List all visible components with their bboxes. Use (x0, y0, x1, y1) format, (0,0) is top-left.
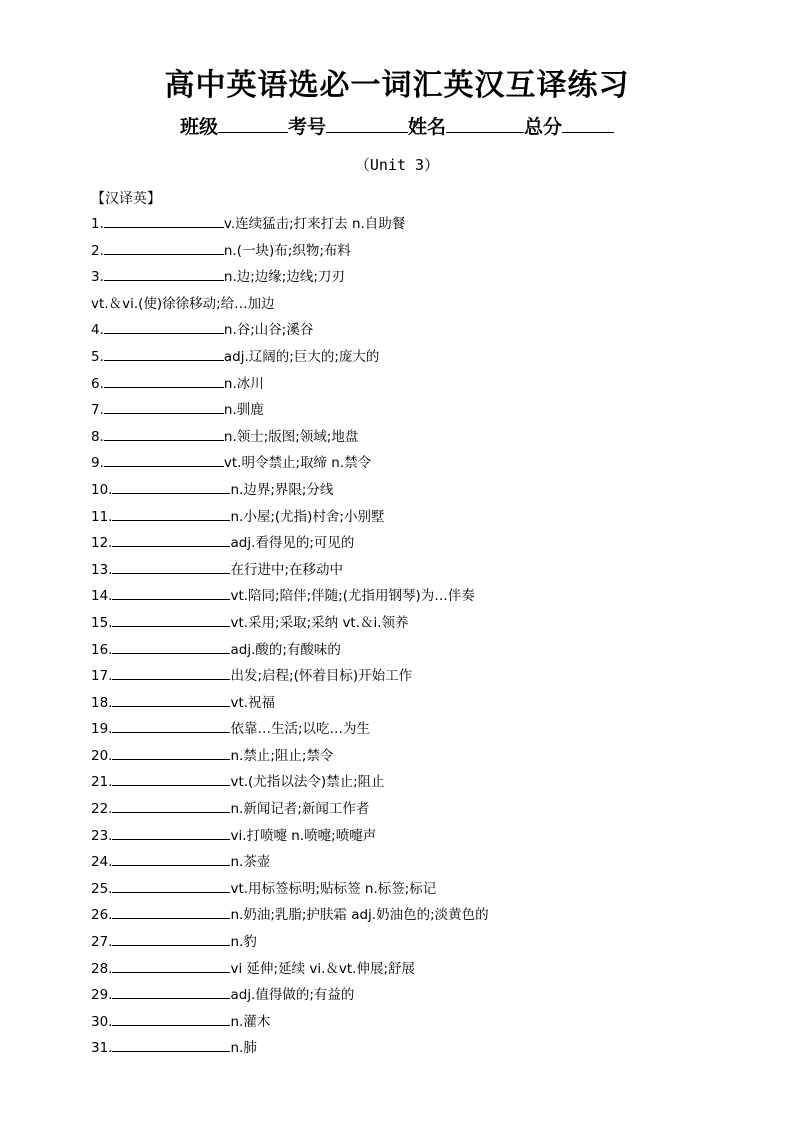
answer-blank[interactable] (112, 1037, 230, 1052)
item-number: 31. (91, 1040, 113, 1057)
exercise-item (91, 610, 781, 637)
exercise-item (91, 1035, 781, 1062)
exam-number-label: 考号 (287, 116, 326, 138)
exercise-item (91, 238, 781, 265)
item-number: 23. (91, 827, 113, 844)
item-definition: v.连续猛击;打来打去 n.自助餐 (223, 216, 406, 232)
answer-blank[interactable] (104, 319, 224, 334)
answer-blank[interactable] (112, 559, 230, 574)
item-definition: vt.用标签标明;贴标签 n.标签;标记 (230, 880, 437, 897)
answer-blank[interactable] (112, 1011, 230, 1026)
exercise-item (91, 956, 781, 983)
answer-blank[interactable] (104, 266, 224, 281)
answer-blank[interactable] (112, 506, 230, 521)
exercise-item (91, 397, 781, 424)
exercise-item (91, 876, 781, 903)
item-number: 7. (91, 402, 104, 419)
item-definition: n.边界;界限;分线 (230, 481, 334, 498)
class-label: 班级 (179, 116, 218, 138)
exercise-item (91, 743, 781, 770)
exercise-item (91, 929, 781, 956)
item-definition-continued: vt.＆vi.(使)徐徐移动;给…加边 (91, 295, 275, 312)
item-number: 12. (91, 535, 113, 552)
section-heading: 【汉译英】 (91, 191, 161, 207)
item-number: 28. (91, 960, 113, 977)
item-number: 15. (91, 614, 113, 631)
answer-blank[interactable] (104, 373, 224, 388)
item-number: 11. (91, 508, 113, 525)
exercise-item (91, 902, 781, 929)
item-number: 10. (91, 481, 113, 498)
item-number: 9. (91, 455, 104, 472)
item-number: 21. (91, 774, 113, 791)
item-number: 25. (91, 880, 113, 897)
item-number: 5. (91, 348, 104, 365)
item-number: 22. (91, 801, 113, 818)
item-definition: vt.祝福 (230, 694, 276, 711)
student-info-line (0, 112, 794, 139)
item-number: 29. (91, 987, 113, 1004)
item-definition: 出发;启程;(怀着目标)开始工作 (230, 668, 413, 685)
item-number: 8. (91, 428, 104, 445)
answer-blank[interactable] (104, 452, 224, 467)
exercise-item (91, 663, 781, 690)
item-definition: adj.酸的;有酸味的 (230, 641, 341, 658)
item-number: 3. (91, 269, 104, 286)
answer-blank[interactable] (104, 399, 224, 414)
item-number: 1. (91, 216, 104, 232)
item-definition: vt.(尤指以法令)禁止;阻止 (230, 774, 385, 791)
item-definition: vt.采用;采取;采纳 vt.＆i.领养 (230, 614, 409, 631)
item-definition: adj.辽阔的;巨大的;庞大的 (223, 348, 380, 365)
item-number: 24. (91, 854, 113, 871)
exercise-item (91, 769, 781, 796)
item-number: 18. (91, 694, 113, 711)
item-definition: n.冰川 (223, 375, 264, 392)
answer-blank[interactable] (112, 479, 230, 494)
item-definition: n.茶壶 (230, 854, 271, 871)
answer-blank[interactable] (112, 904, 230, 919)
exercise-item (91, 716, 781, 743)
exercise-item (91, 823, 781, 850)
item-definition: 依靠…生活;以吃…为生 (230, 721, 371, 738)
exercise-item (91, 450, 781, 477)
exercise-item (91, 371, 781, 398)
exercise-item (91, 637, 781, 664)
name-label: 姓名 (408, 116, 447, 138)
answer-blank[interactable] (104, 426, 224, 441)
exercise-item (91, 982, 781, 1009)
unit-heading: （Unit 3） (354, 156, 440, 174)
answer-blank[interactable] (112, 931, 230, 946)
answer-blank[interactable] (112, 612, 230, 627)
exercise-item (91, 504, 781, 531)
item-definition: n.谷;山谷;溪谷 (223, 322, 314, 339)
exercise-item (91, 344, 781, 371)
exam-number-blank[interactable] (326, 114, 408, 133)
item-number: 4. (91, 322, 104, 339)
item-definition: n.新闻记者;新闻工作者 (230, 801, 370, 818)
exercise-item (91, 690, 781, 717)
exercise-item (91, 477, 781, 504)
score-label: 总分 (524, 116, 563, 138)
name-blank[interactable] (446, 114, 524, 133)
answer-blank[interactable] (112, 639, 230, 654)
item-number: 20. (91, 747, 113, 764)
item-definition: n.驯鹿 (223, 402, 264, 419)
answer-blank[interactable] (112, 532, 230, 547)
item-definition: n.灌木 (230, 1013, 271, 1030)
item-definition: n.奶油;乳脂;护肤霜 adj.奶油色的;淡黄色的 (230, 907, 489, 924)
answer-blank[interactable] (104, 346, 224, 361)
exercise-list (91, 211, 781, 1062)
page-title: 高中英语选必一词汇英汉互译练习 (164, 68, 630, 103)
item-number: 26. (91, 907, 113, 924)
exercise-item (91, 557, 781, 584)
item-number: 6. (91, 375, 104, 392)
answer-blank[interactable] (112, 718, 230, 733)
exercise-item (91, 264, 781, 291)
answer-blank[interactable] (112, 851, 230, 866)
answer-blank[interactable] (112, 665, 230, 680)
class-blank[interactable] (218, 114, 288, 133)
item-definition: n.豹 (230, 934, 257, 951)
item-definition: vt.陪同;陪伴;伴随;(尤指用钢琴)为…伴奏 (230, 588, 475, 605)
item-number: 30. (91, 1013, 113, 1030)
item-definition: n.禁止;阻止;禁令 (230, 747, 334, 764)
exercise-item (91, 424, 781, 451)
item-number: 2. (91, 242, 104, 259)
item-definition: vt.明令禁止;取缔 n.禁令 (223, 455, 372, 472)
item-definition: vi 延伸;延续 vi.＆vt.伸展;舒展 (230, 960, 416, 977)
item-definition: 在行进中;在移动中 (230, 561, 344, 578)
answer-blank[interactable] (112, 798, 230, 813)
exercise-item (91, 1009, 781, 1036)
item-definition: vi.打喷嚏 n.喷嚏;喷嚏声 (230, 827, 377, 844)
item-number: 19. (91, 721, 113, 738)
item-definition: adj.值得做的;有益的 (230, 987, 355, 1004)
item-number: 16. (91, 641, 113, 658)
exercise-item (91, 849, 781, 876)
answer-blank[interactable] (112, 984, 230, 999)
item-number: 13. (91, 561, 113, 578)
exercise-item (91, 530, 781, 557)
answer-blank[interactable] (112, 585, 230, 600)
exercise-item (91, 211, 781, 238)
exercise-item (91, 317, 781, 344)
item-number: 14. (91, 588, 113, 605)
answer-blank[interactable] (112, 745, 230, 760)
item-number: 27. (91, 934, 113, 951)
item-definition: n.(一块)布;织物;布料 (223, 242, 351, 259)
answer-blank[interactable] (112, 825, 230, 840)
exercise-item (91, 291, 781, 318)
item-definition: adj.看得见的;可见的 (230, 535, 355, 552)
answer-blank[interactable] (112, 958, 230, 973)
exercise-item (91, 796, 781, 823)
answer-blank[interactable] (104, 213, 224, 228)
score-blank[interactable] (562, 114, 614, 133)
answer-blank[interactable] (104, 240, 224, 255)
item-number: 17. (91, 668, 113, 685)
item-definition: n.小屋;(尤指)村舍;小别墅 (230, 508, 385, 525)
answer-blank[interactable] (112, 692, 230, 707)
item-definition: n.肺 (230, 1040, 257, 1057)
answer-blank[interactable] (112, 771, 230, 786)
item-definition: n.领士;版图;领域;地盘 (223, 428, 359, 445)
item-definition: n.边;边缘;边线;刀刃 (223, 269, 345, 286)
exercise-item (91, 583, 781, 610)
answer-blank[interactable] (112, 878, 230, 893)
